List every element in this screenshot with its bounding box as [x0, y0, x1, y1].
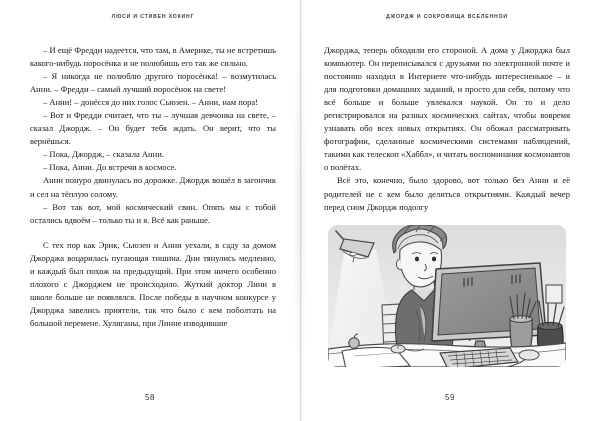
- paragraph: – И ещё Фредди надеется, что там, в Америке, ты не встретишь какого-нибудь поросёнка и не полюбишь его так же сильно.: [30, 45, 276, 69]
- paragraph: – Вот так вот, мой космический свин. Опять мы с тобой остались вдвоём – только ты и я. Всё как раньше.: [30, 201, 276, 225]
- right-page-body-text: [324, 44, 570, 214]
- paragraph: Всё это, конечно, было здорово, вот только без Анни и её родителей не с кем было делиться открытиями. Каждый вечер перед сном Джордж подолгу: [324, 175, 570, 212]
- paragraph: – Пока, Анни. До встречи в космосе.: [43, 162, 177, 173]
- paragraph: С тех пор как Эрик, Сьюзен и Анни уехали, в саду за домом Джорджа воцарилась пугающая тишина. Дни тянулись медленно, и каждый был похож на предыдущий. При этом ничего особенно плохого с Джорджем не происходило. Жуткий доктор Линн в школе больше не появлялся. После победы в научном конкурсе у Джорджа завелись приятели, так что было с кем поболтать на большой перемене. Хулиганы, при Линне изводившие: [30, 240, 276, 329]
- paragraph: – Анни! – донёсся до них голос Сьюзен. – Анни, нам пора!: [43, 97, 259, 108]
- left-page-number: 58: [144, 393, 156, 402]
- paragraph: – Пока, Джордж, – сказала Анни.: [43, 149, 164, 160]
- paragraph: – Я никогда не полюблю другого поросёнка! – возмутилась Анни. – Фредди – самый лучший поросёнок на свете!: [30, 71, 276, 95]
- paragraph: Джорджа, теперь обходили его стороной. А дома у Джорджа был компьютер. Он переписывался с друзьями по электронной почте и постоянно находил в Интернете что-нибудь интересненькое – и для подготовки домашних заданий, и просто для себя, потому что всё больше и больше увлекался наукой. Он то и дело регистрировался на разных космических сайтах, чтобы вовремя узнавать обо всех новых открытиях. Он обожал рассматривать фотографии, сделанные космическими системами наблюдений, такими как телескоп «Хаббл», и читать воспоминания космонавтов о полётах.: [324, 45, 570, 173]
- left-page-body-text: [30, 44, 276, 330]
- right-page-number: 59: [444, 393, 456, 402]
- paragraph: Анни понуро двинулась по дорожке. Джордж вошёл в загончик и сел на тёплую солому.: [30, 175, 276, 199]
- paragraph: – Вот и Фредди считает, что ты – лучшая девчонка на свете, – сказал Джордж. – Он будет тебя ждать. Он верит, что ты вернёшься.: [30, 110, 276, 147]
- left-page-running-head: ЛЮСИ И СТИВЕН ХОКИНГ: [111, 14, 195, 20]
- right-page-running-head: ДЖОРДЖ И СОКРОВИЩА ВСЕЛЕННОЙ: [386, 14, 508, 20]
- right-page: [300, 0, 600, 421]
- boy-at-computer-desk-illustration: [324, 223, 570, 373]
